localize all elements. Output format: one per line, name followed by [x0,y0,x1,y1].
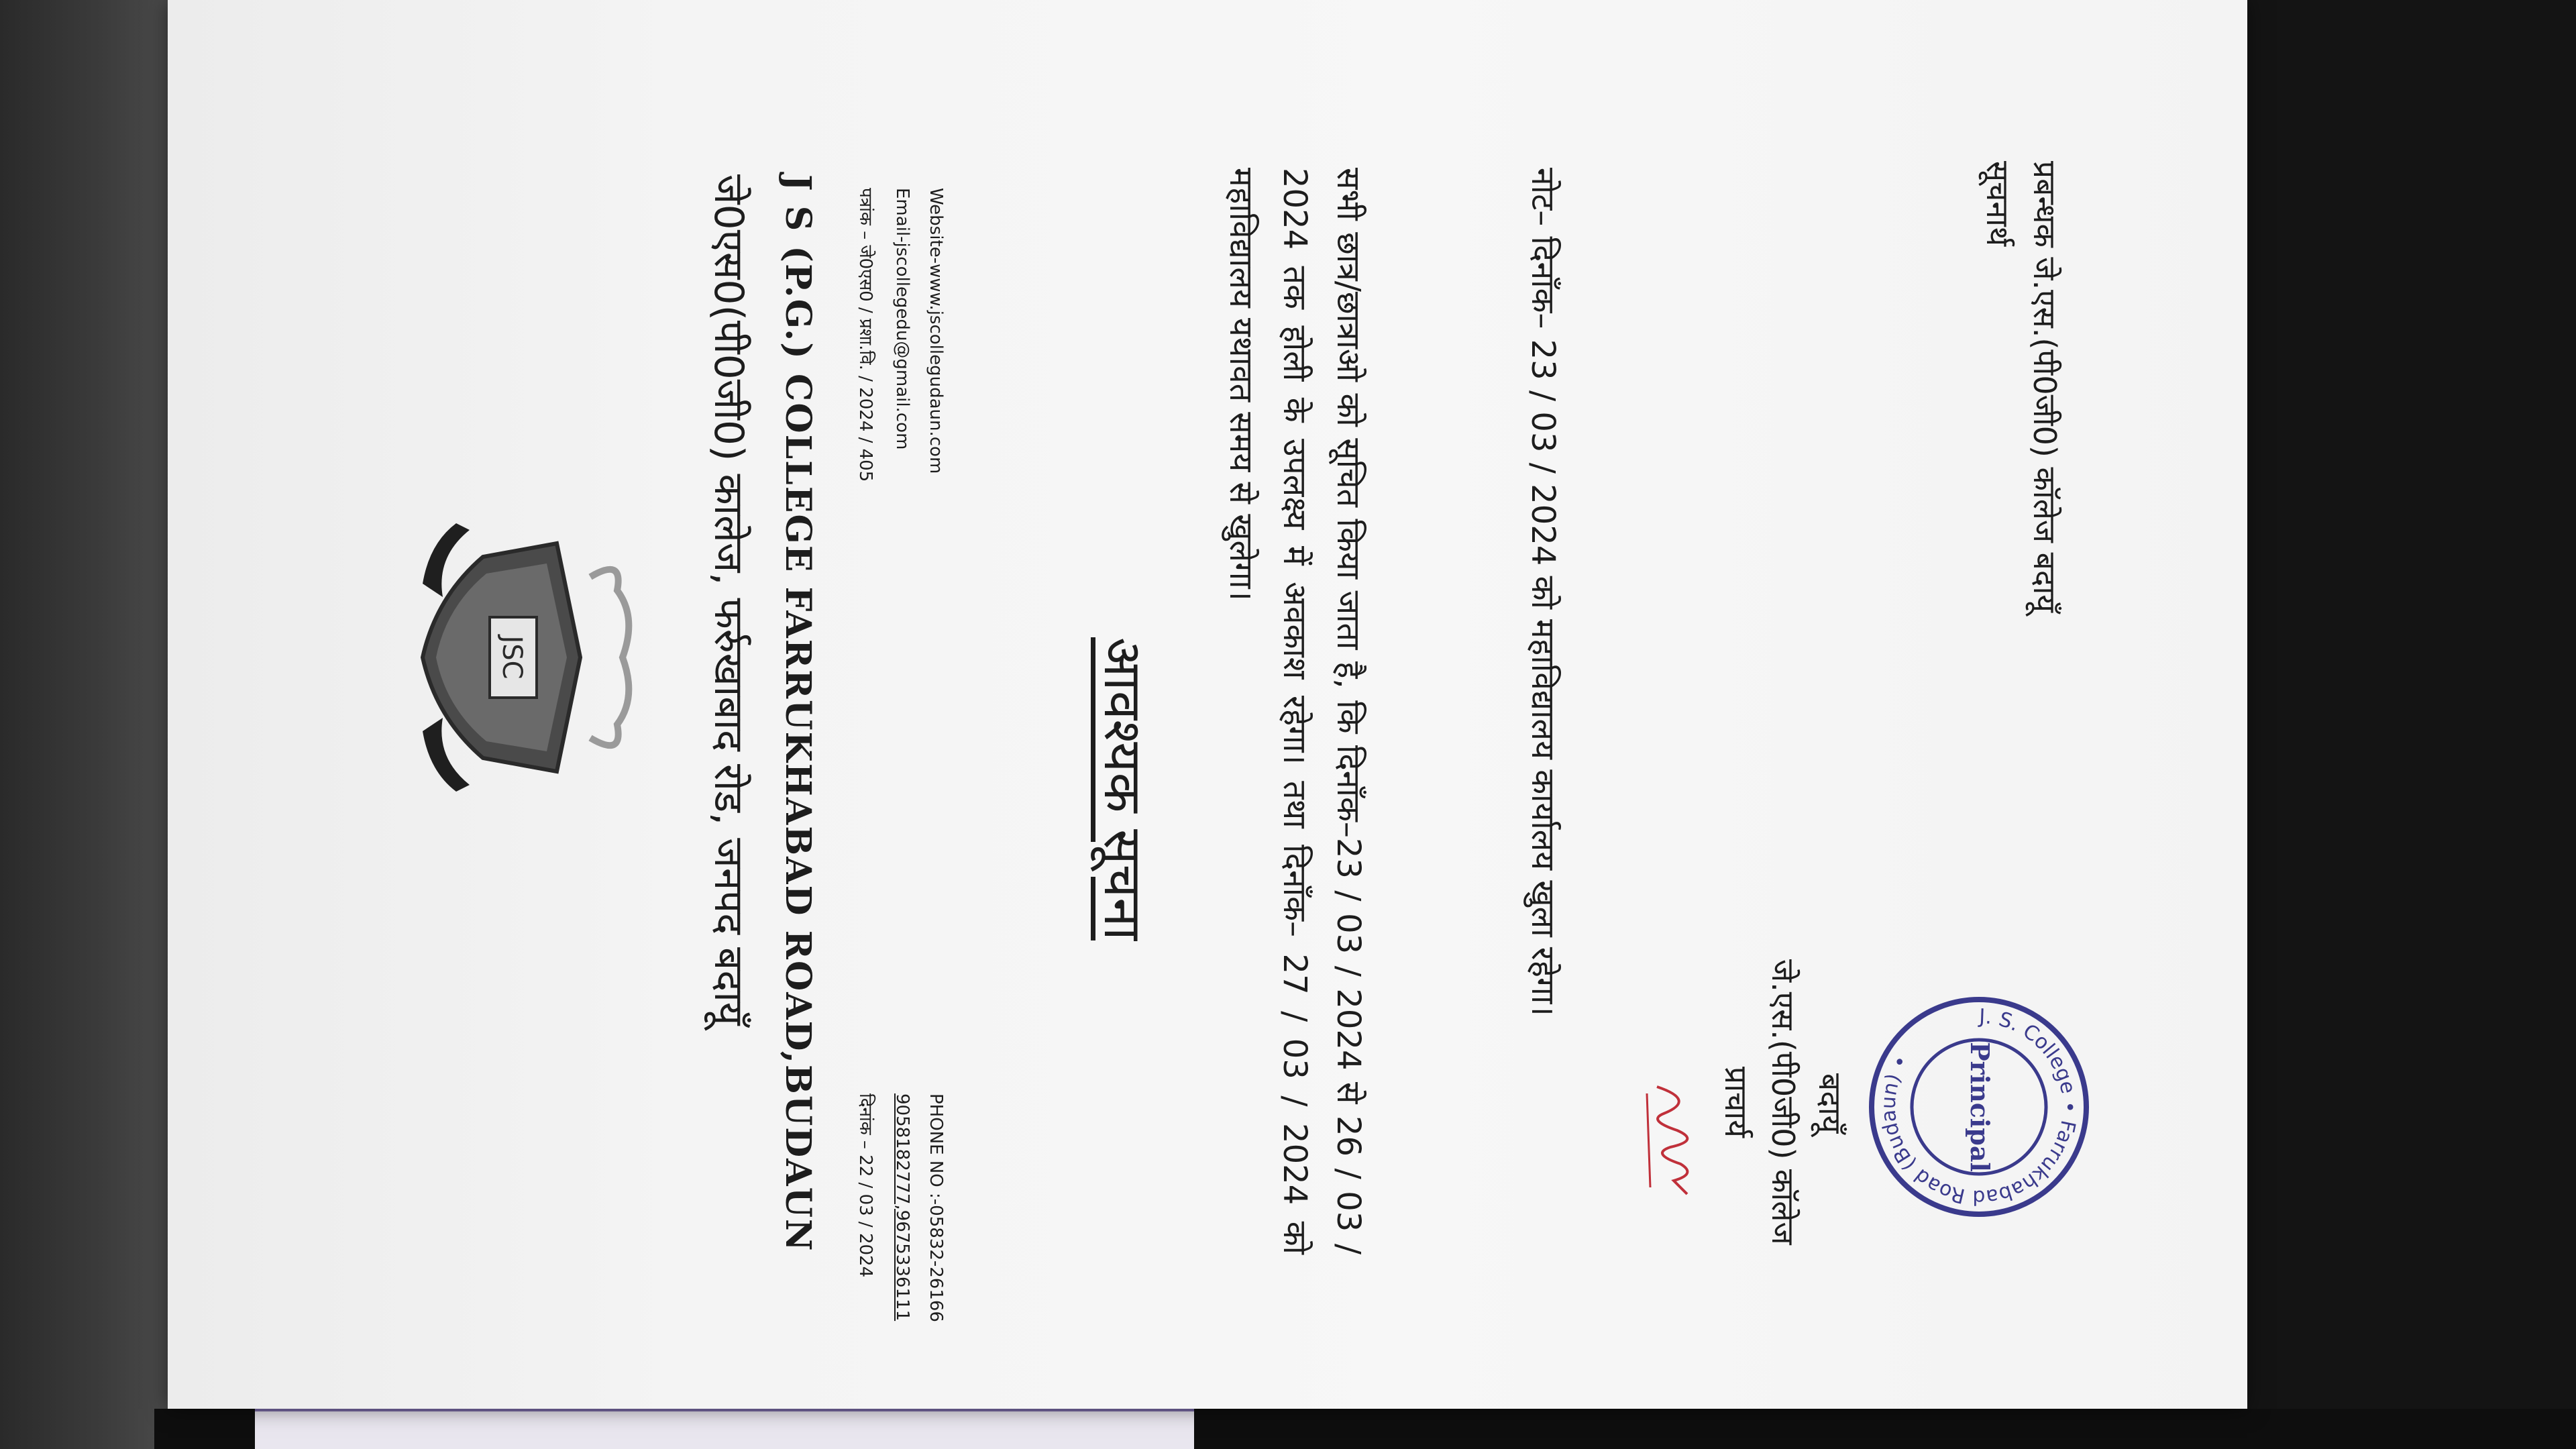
logo-monogram: JSC [496,635,527,680]
notice-date: दिनांक – 22 / 03 / 2024 [855,1093,875,1278]
reference-number: पत्रांक – जे0एस0 / प्रशा.वि. / 2024 / 405 [855,188,875,482]
notebook-page [255,1409,1194,1449]
college-name-english: J S (P.G.) COLLEGE FARRUKHABAD ROAD,BUDAUN [777,174,818,1252]
stamp-center-text: Principal [1965,1042,1995,1172]
notice-body: सभी छात्र/छात्राओ को सूचित किया जाता है, कि दिनाँक–23 / 03 / 2024 से 26 / 03 / 2024 तक होली के उपलक्ष्य में अवकाश रहेगा। तथा दिनाँक– 27 / 03 / 2024 को महाविद्यालय यथावत समय से खुलेगा। [1222,168,1367,1254]
signatory-city: बदायूँ [1812,1073,1848,1134]
notice-document [168,0,2247,1409]
notice-title: आवश्यक सूचना [1092,637,1152,941]
desk-surface [0,0,168,1449]
footer-recipient: प्रबन्धक जे.एस.(पी0जी0) कॉलेज बदायूँ [2027,161,2063,612]
stamp-outer-text: J. S. College • Farrukhabad Road (Budaun) • [1876,1004,2082,1210]
email-text: Email-jscollegedu@gmail.com [892,188,912,450]
signatory-designation: प्राचार्य [1718,1067,1754,1138]
notice-paper [168,0,2247,1409]
website-text: Website-www.jscollegudaun.com [926,188,946,474]
footer-purpose: सूचनार्थ [1980,161,2016,247]
phone-number: PHONE NO :-05832-26166 [926,1093,946,1322]
college-logo [416,517,637,798]
college-name-hindi: जे0एस0(पी0जी0) कालेज, फर्रुखाबाद रोड, जनपद बदायूँ [705,174,752,1026]
signatory-college: जे.एस.(पी0जी0) कॉलेज [1765,959,1801,1245]
principal-stamp [1865,993,2093,1221]
notice-note: नोट– दिनाँक– 23 / 03 / 2024 को महाविद्यालय कार्यालय खुला रहेगा। [1524,168,1562,1016]
mobile-numbers: 9058182777,9675336111 [892,1093,912,1322]
handwritten-signature [1637,1080,1711,1201]
